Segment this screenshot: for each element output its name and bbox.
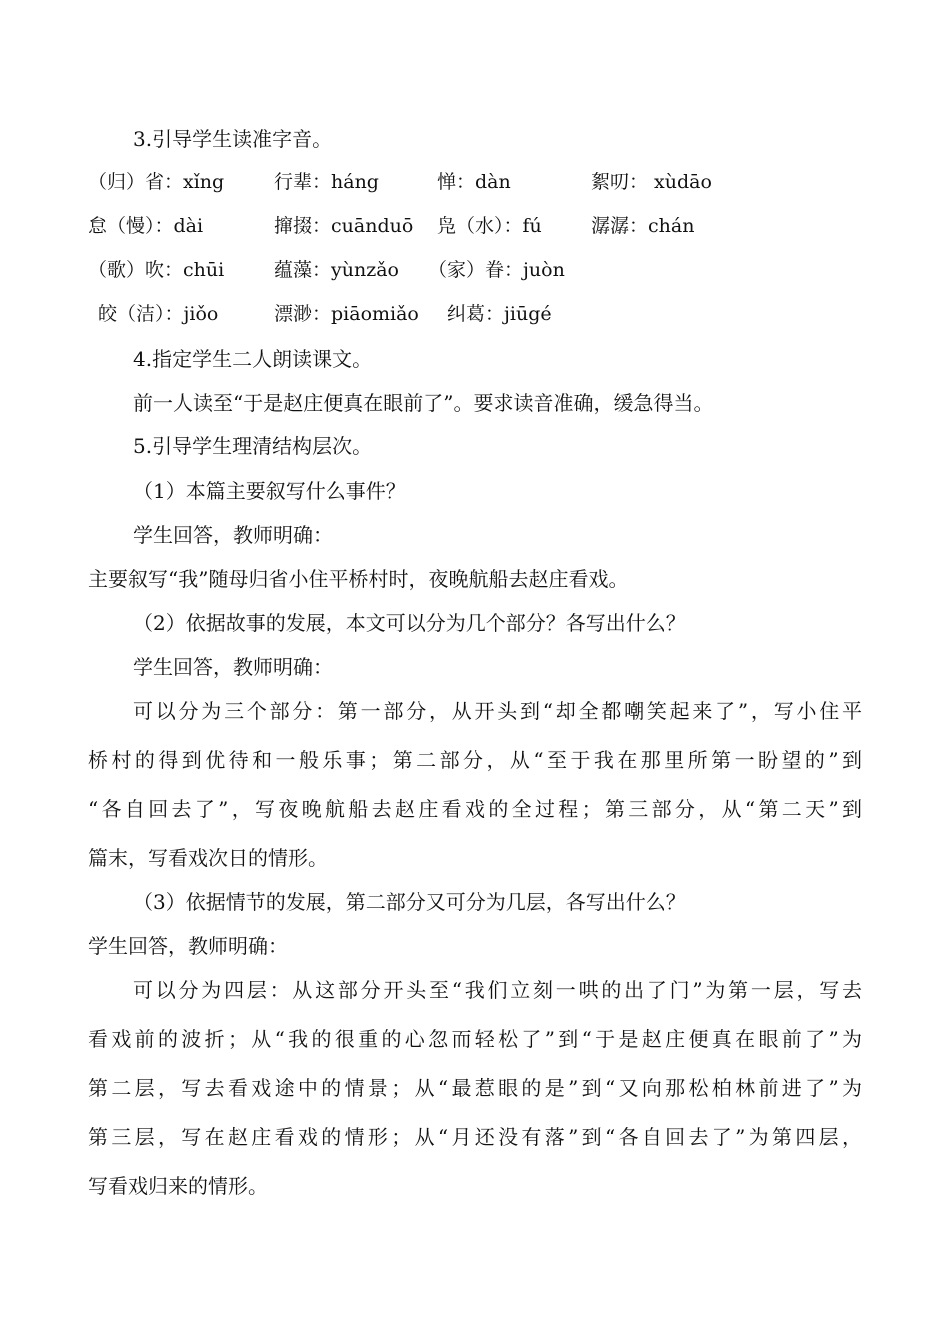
pinyin-item: （歌）吹：chūi	[88, 259, 225, 281]
pinyin-item: 行辈：háng	[274, 171, 379, 193]
pinyin-item: 潺潺：chán	[591, 215, 695, 237]
answer-2-line-1: 可以分为三个部分：第一部分，从开头到“却全都嘲笑起来了”，写小住平	[133, 699, 865, 723]
pinyin-item: 皎（洁）：jiǒo	[98, 303, 219, 325]
pinyin-item: 怠（慢）：dài	[88, 215, 204, 237]
pinyin-item: 漂渺：piāomiǎo	[274, 303, 419, 325]
step-4-heading: 4.指定学生二人朗读课文。	[133, 347, 373, 371]
step-5-heading: 5.引导学生理清结构层次。	[133, 434, 373, 458]
answer-2-line-3: “各自回去了”，写夜晚航船去赵庄看戏的全过程；第三部分，从“第二天”到	[88, 797, 866, 821]
answer-intro-3: 学生回答，教师明确：	[88, 934, 288, 958]
pinyin-item: （归）省：xǐng	[88, 171, 225, 193]
answer-3-line-3: 第二层，写去看戏途中的情景；从“最惹眼的是”到“又向那松柏林前进了”为	[88, 1076, 866, 1100]
answer-2-line-2: 桥村的得到优待和一般乐事；第二部分，从“至于我在那里所第一盼望的”到	[88, 748, 866, 772]
answer-3-line-4: 第三层，写在赵庄看戏的情形；从“月还没有落”到“各自回去了”为第四层，	[88, 1125, 866, 1149]
pinyin-item: 凫（水）：fú	[437, 215, 542, 237]
pinyin-item: （家）眷：juòn	[428, 259, 565, 281]
answer-3-line-2: 看戏前的波折；从“我的很重的心忽而轻松了”到“于是赵庄便真在眼前了”为	[88, 1027, 866, 1051]
answer-2-line-4: 篇末，写看戏次日的情形。	[88, 846, 328, 870]
pinyin-item: 惮：dàn	[437, 171, 511, 193]
pinyin-item: 纠葛：jiūgé	[447, 303, 552, 325]
pinyin-item: 蕴藻：yùnzǎo	[274, 259, 399, 281]
pinyin-item: 撺掇：cuānduō	[274, 215, 414, 237]
question-1: （1）本篇主要叙写什么事件？	[133, 479, 406, 503]
answer-intro-2: 学生回答，教师明确：	[133, 655, 333, 679]
question-3: （3）依据情节的发展，第二部分又可分为几层，各写出什么？	[133, 890, 686, 914]
answer-1: 主要叙写“我”随母归省小住平桥村时，夜晚航船去赵庄看戏。	[88, 567, 629, 591]
step-4-detail: 前一人读至“于是赵庄便真在眼前了”。要求读音准确，缓急得当。	[133, 391, 714, 415]
answer-3-line-5: 写看戏归来的情形。	[88, 1174, 268, 1198]
answer-3-line-1: 可以分为四层：从这部分开头至“我们立刻一哄的出了门”为第一层，写去	[133, 978, 865, 1002]
question-2: （2）依据故事的发展，本文可以分为几个部分？各写出什么？	[133, 611, 686, 635]
step-3-heading: 3.引导学生读准字音。	[133, 127, 333, 151]
answer-intro-1: 学生回答，教师明确：	[133, 523, 333, 547]
pinyin-item: 絮叨： xùdāo	[591, 171, 712, 193]
